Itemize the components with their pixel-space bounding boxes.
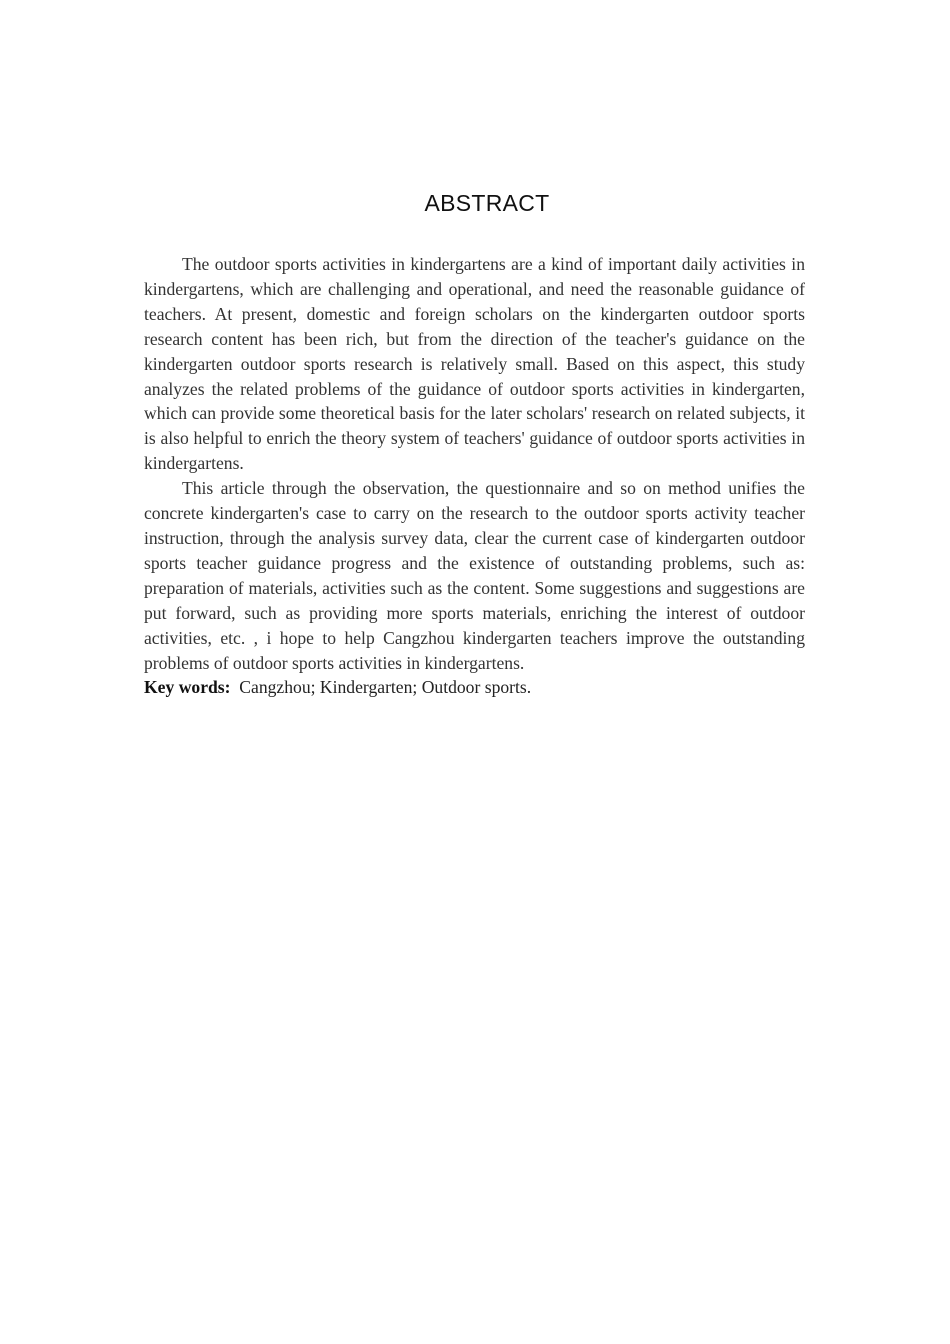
keywords-line	[144, 675, 805, 700]
abstract-paragraph-2: This article through the observation, the questionnaire and so on method unifies the concrete kindergarten's case to carry on the research to the outdoor sports activity teacher instruction, through the analysis survey data, clear the current case of kindergarten outdoor sports teacher guidance progress and the existence of outstanding problems, such as: preparation of materials, activities such as the content. Some suggestions and suggestions are put forward, such as providing more sports materials, enriching the interest of outdoor activities, etc. , i hope to help Cangzhou kindergarten teachers improve the outstanding problems of outdoor sports activities in kindergartens.	[144, 478, 805, 673]
abstract-title: ABSTRACT	[424, 190, 550, 216]
keywords-label: Key words:	[144, 677, 231, 698]
keywords-value: Cangzhou; Kindergarten; Outdoor sports.	[239, 677, 532, 698]
abstract-body	[144, 252, 805, 700]
abstract-paragraph-1: The outdoor sports activities in kindergartens are a kind of important daily activities in kindergartens, which are challenging and operational, and need the reasonable guidance of teachers. At present, domestic and foreign scholars on the kindergarten outdoor sports research content has been rich, but from the direction of the teacher's guidance on the kindergarten outdoor sports research is relatively small. Based on this aspect, this study analyzes the related problems of the guidance of outdoor sports activities in kindergarten, which can provide some theoretical basis for the later scholars' research on related subjects, it is also helpful to enrich the theory system of teachers' guidance of outdoor sports activities in kindergartens.	[144, 254, 805, 474]
